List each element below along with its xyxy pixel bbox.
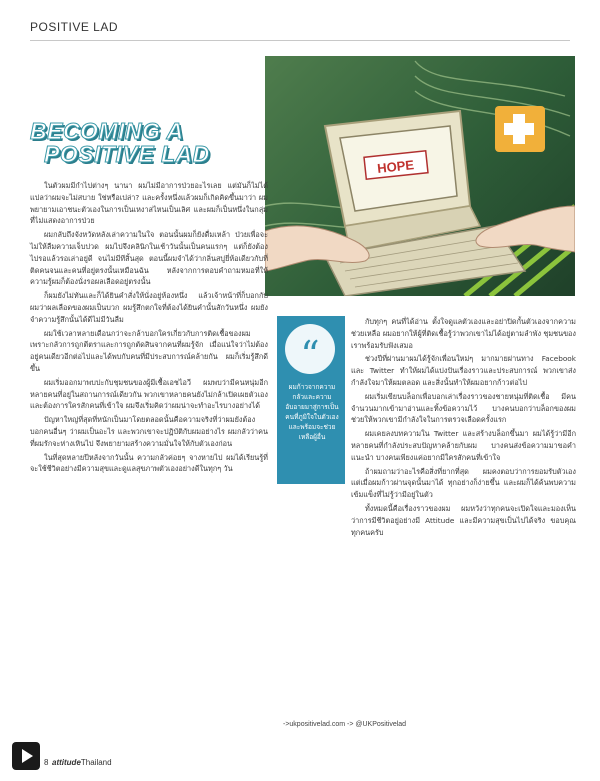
paragraph: ถ้าผมถามว่าอะไรคือสิ่งที่ยากที่สุด ผมคงตอบว่าการยอมรับตัวเอง แต่เมื่อผมก้าวผ่านจุดนั้นมาได้ ทุกอย่างก็ง่ายขึ้น และผมก็ได้ค้นพบความเข้มแข็งที่ไม่รู้ว่ามีอยู่ในตัว <box>351 466 576 500</box>
paragraph: ผมเคยลงบทความใน Twitter และสร้างบล็อกขึ้นมา ผมได้รู้ว่ามีอีกหลายคนที่กำลังประสบปัญหาคล้ายกับผม บางคนส่งข้อความมาขอคำแนะนำ บางคนเพียงแค่อยากมีใครสักคนที่เข้าใจ <box>351 429 576 462</box>
magazine-name <box>52 758 112 767</box>
screen-text: HOPE <box>376 157 415 176</box>
paragraph: ผมเริ่มออกมาพบปะกับชุมชนของผู้มีเชื้อเอชไอวี ผมพบว่ามีคนหนุ่มอีกหลายคนที่อยู่ในสถานการณ์เดียวกัน พวกเขาหลายคนยังไม่กล้าเปิดเผยตัวเอง และต้องการใครสักคนที่เข้าใจ ผมจึงเริ่มคิดว่าผมน่าจะทำอะไรบางอย่างได้ <box>30 377 268 411</box>
paragraph: ผมใช้เวลาหลายเดือนกว่าจะกล้าบอกใครเกี่ยวกับการติดเชื้อของผม เพราะกลัวการถูกตีตราและการถูกตัดสินจากคนที่ผมรู้จัก เมื่อแน่ใจว่าไม่ต้องอยู่คนเดียวอีกต่อไปและได้พบกับคนที่มีประสบการณ์คล้ายกัน ผมก็เริ่มรู้สึกดีขึ้น <box>30 328 268 373</box>
paragraph: ปัญหาใหญ่ที่สุดที่หนักเป็นมาโดยตลอดนั้นคือความจริงที่ว่าผมยังต้องบอกคนอื่นๆ ว่าผมเป็นอะไร และพวกเขาจะปฏิบัติกับผมอย่างไร ผมกลัวว่าคนที่ผมรักจะห่างเหินไป จึงพยายามสร้างความมั่นใจให้กับตัวเองก่อน <box>30 415 268 448</box>
section-label: POSITIVE LAD <box>30 20 119 34</box>
plus-badge <box>495 106 545 152</box>
title-line-2: POSITIVE LAD <box>44 141 210 167</box>
magazine-prefix: attitude <box>52 758 81 767</box>
title-line-1: BECOMING A <box>30 118 184 144</box>
paragraph: ผมเริ่มเขียนบล็อกเพื่อบอกเล่าเรื่องราวของชายหนุ่มที่ติดเชื้อ มีคนจำนวนมากเข้ามาอ่านและทิ้งข้อความไว้ บางคนบอกว่าบล็อกของผมช่วยให้พวกเขามีกำลังใจในการตรวจเลือดครั้งแรก <box>351 391 576 425</box>
paragraph: ในตัวผมมีกำไปต่างๆ นานา ผมไม่มีอาการป่วยอะไรเลย แต่มันก็ไม่ได้แปลว่าผมจะไม่สบาย ใช่หรือเปล่า? และครั้งหนึ่งแล้วผมก็เกิดคิดขึ้นมาว่า ผมพยายามเอาชนะตัวเองในการเป็นเหงาสไหนเป็นเลิศ และผมก็เป็นหนึ่งในกลุ่มที่ไม่แสดงอาการป่วย <box>30 181 268 226</box>
play-icon <box>22 749 33 763</box>
hero-illustration <box>265 56 575 296</box>
author-links[interactable]: ->ukpositivelad.com -> @UKPositivelad <box>283 721 407 728</box>
pull-quote <box>277 316 345 484</box>
paragraph: ก็ผมยังไม่ทันและก็ได้ยินคำสั่งให้นั่งอยู่ห้องหนึ่ง แล้วเจ้าหน้าที่ก็บอกกับผมว่าผลเลือดของผมเป็นบวก ผมรู้สึกตกใจที่ต้องได้ยินคำนั้นสักวันหนึ่ง ผมยังจำความรู้สึกนั้นได้ดีไม่มีวันลืม <box>30 291 268 324</box>
left-column <box>30 180 268 477</box>
right-hand <box>476 206 575 252</box>
page-number: 8 <box>44 758 49 767</box>
magazine-suffix: Thailand <box>80 758 112 767</box>
play-button[interactable] <box>12 742 40 770</box>
paragraph: ทั้งหมดนี้คือเรื่องราวของผม ผมหวังว่าทุกคนจะเปิดใจและมองเห็นว่าการมีชีวิตอยู่อย่างมี Attitude และมีความสุขเป็นไปได้จริง ขอบคุณทุกคนครับ <box>351 503 576 537</box>
paragraph: ช่วงปีที่ผ่านมาผมได้รู้จักเพื่อนใหม่ๆ มากมายผ่านทาง Facebook และ Twitter ทำให้ผมได้แบ่งปันเรื่องราวและประสบการณ์ พวกเขาส่งกำลังใจมาให้ผมตลอด และสิ่งนั้นทำให้ผมอยากก้าวต่อไป <box>351 354 576 387</box>
monitor <box>325 111 480 251</box>
article-title <box>30 120 280 166</box>
pull-quote-text: ผมก้าวจากความกลัวและความอับอายมาสู่การเป็นคนที่ภูมิใจในตัวเองและพร้อมจะช่วยเหลือผู้อื่น <box>285 383 339 441</box>
paragraph: กับทุกๆ คนที่ได้อ่าน ตั้งใจดูแลตัวเองและอย่าปิดกั้นตัวเองจากความช่วยเหลือ ผมอยากให้ผู้ที่ติดเชื้อรู้ว่าพวกเขาไม่ได้อยู่ตามลำพัง ชุมชนของเราพร้อมรับฟังเสมอ <box>351 317 576 350</box>
right-column <box>351 316 576 540</box>
paragraph: ในที่สุดหลายปีหลังจากวันนั้น ความกลัวค่อยๆ จางหายไป ผมได้เรียนรู้ที่จะใช้ชีวิตอย่างมีความสุขและดูแลสุขภาพตัวเองอย่างดีในทุกๆ วัน <box>30 452 268 474</box>
quote-mark-icon: “ <box>285 324 335 374</box>
paragraph: ผมกลับถึงจังหวัดหลังเล่าความในใจ ตอนนั้นผมก็ยังดื่มเหล้า ป่วยเพื่อจะไม่ให้ลืมความเจ็บปวด ผมไปจึงคลินิกในเช้าวันนั้นเป็นคนแรกๆ แต่ก็ยังต้องไปรอแล้วรอเล่าอยู่ดี จนไม่มีทีสิ้นสุด ตอนนี้ผมจำได้ว่ากลิ่นสบู่ยี่ห้อเดียวกับที่ติดคนจนและคนที่อยู่ตรงนั้นเหมือนฉัน หลังจากการตอบคำถามหมอที่ให้ความรู้ผมก็ต้องนั่งรอผลเลือดอยู่ตรงนั้น <box>30 230 268 287</box>
computer-illustration <box>265 56 575 296</box>
header-divider <box>30 40 570 41</box>
